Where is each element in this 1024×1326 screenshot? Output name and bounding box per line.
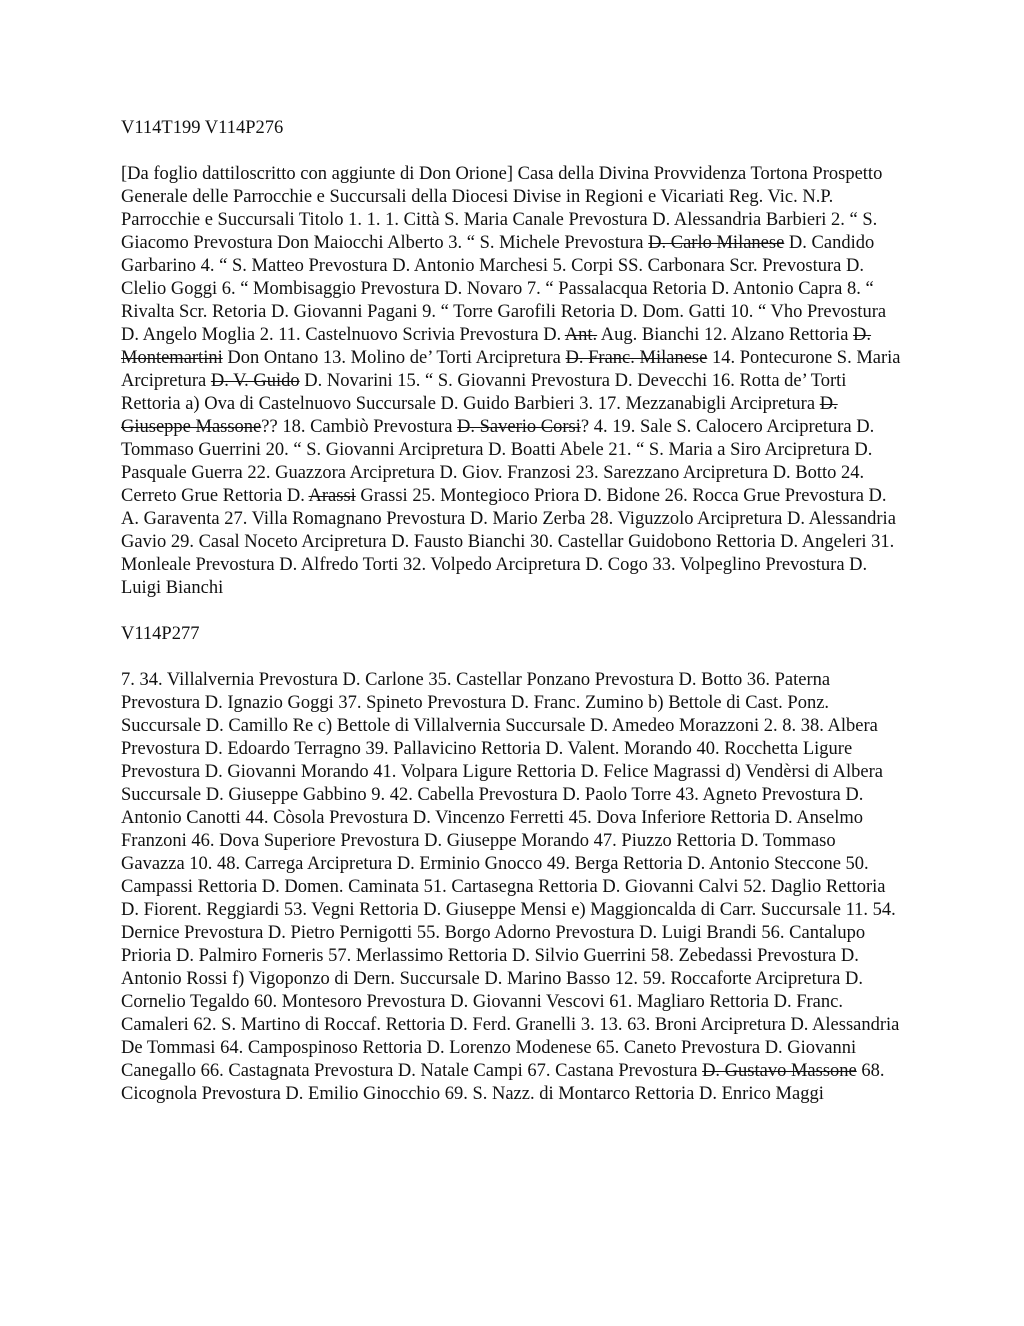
struck-text: D. Franc. Milanese	[565, 348, 708, 368]
text-segment: Aug. Bianchi 12. Alzano Rettoria	[597, 325, 854, 345]
paragraph-1	[121, 163, 903, 600]
text-segment: Don Ontano 13. Molino de’ Torti Arcipretura	[222, 348, 566, 368]
struck-text: D. Giuseppe Massone	[121, 394, 838, 437]
header-reference-1: V114T199 V114P276	[121, 118, 284, 138]
struck-text: D. Gustavo Massone	[702, 1061, 857, 1081]
struck-text: D. Carlo Milanese	[648, 233, 785, 253]
struck-text: D. Montemartini	[121, 325, 872, 368]
struck-text: D. Saverio Corsi	[457, 417, 581, 437]
struck-text: Arassi	[308, 486, 356, 506]
text-segment: D. Novarini 15. “ S. Giovanni Prevostura D. Devecchi 16. Rotta de’ Torti Rettoria a) Ova di Castelnuovo Succursale D. Guido Barbieri 3. 17. Mezzanabigli Arcipretura	[121, 371, 847, 414]
text-segment: ?? 18. Cambiò Prevostura	[261, 417, 458, 437]
text-segment: 14. Pontecurone S. Maria Arcipretura	[121, 348, 901, 391]
struck-text: D. V. Guido	[210, 371, 300, 391]
paragraph-2	[121, 669, 903, 1106]
document-page	[121, 117, 903, 1129]
header-reference-2: V114P277	[121, 624, 200, 644]
struck-text: Ant.	[564, 325, 598, 345]
text-segment: [Da foglio dattiloscritto con aggiunte di Don Orione] Casa della Divina Provvidenza Tortona Prospetto Generale delle Parrocchie e Succursali della Diocesi Divise in Regioni e Vicariati Reg. Vic. N.P. Parrocchie e Succursali Titolo 1. 1. 1. Città S. Maria Canale Prevostura D. Alessandria Barbieri 2. “ S. Giacomo Prevostura Don Maiocchi Alberto 3. “ S. Michele Prevostura	[121, 164, 883, 253]
text-segment: 7. 34. Villalvernia Prevostura D. Carlone 35. Castellar Ponzano Prevostura D. Botto 36. Paterna Prevostura D. Ignazio Goggi 37. Spineto Prevostura D. Franc. Zumino b) Bettole di Cast. Ponz. Succursale D. Camillo Re c) Bettole di Villalvernia Succursale D. Amedeo Morazzoni 2. 8. 38. Albera Prevostura D. Edoardo Terragno 39. Pallavicino Rettoria D. Valent. Morando 40. Rocchetta Ligure Prevostura D. Giovanni Morando 41. Volpara Ligure Rettoria D. Felice Magrassi d) Vendèrsi di Albera Succursale D. Giuseppe Gabbino 9. 42. Cabella Prevostura D. Paolo Torre 43. Agneto Prevostura D. Antonio Canotti 44. Còsola Prevostura D. Vincenzo Ferretti 45. Dova Inferiore Rettoria D. Anselmo Franzoni 46. Dova Superiore Prevostura D. Giuseppe Morando 47. Piuzzo Rettoria D. Tommaso Gavazza 10. 48. Carrega Arcipretura D. Erminio Gnocco 49. Berga Rettoria D. Antonio Steccone 50. Campassi Rettoria D. Domen. Caminata 51. Cartasegna Rettoria D. Giovanni Calvi 52. Daglio Rettoria D. Fiorent. Reggiardi 53. Vegni Rettoria D. Giuseppe Mensi e) Maggioncalda di Carr. Succursale 11. 54. Dernice Prevostura D. Pietro Pernigotti 55. Borgo Adorno Prevostura D. Luigi Brandi 56. Cantalupo Prioria D. Palmiro Forneris 57. Merlassimo Rettoria D. Silvio Guerrini 58. Zebedassi Prevostura D. Antonio Rossi f) Vigoponzo di Dern. Succursale D. Marino Basso 12. 59. Roccaforte Arcipretura D. Cornelio Tegaldo 60. Montesoro Prevostura D. Giovanni Vescovi 61. Magliaro Rettoria D. Franc. Camaleri 62. S. Martino di Roccaf. Rettoria D. Ferd. Granelli 3. 13. 63. Broni Arcipretura D. Alessandria De Tommasi 64. Campospinoso Rettoria D. Lorenzo Modenese 65. Caneto Prevostura D. Giovanni Canegallo 66. Castagnata Prevostura D. Natale Campi 67. Castana Prevostura	[121, 670, 900, 1081]
text-segment: ? 4. 19. Sale S. Calocero Arcipretura D. Tommaso Guerrini 20. “ S. Giovanni Arcipretura D. Boatti Abele 21. “ S. Maria a Siro Arcipretura D. Pasquale Guerra 22. Guazzora Arcipretura D. Giov. Franzosi 23. Sarezzano Arcipretura D. Botto 24. Cerreto Grue Rettoria D.	[121, 417, 875, 506]
text-segment: Grassi 25. Montegioco Priora D. Bidone 26. Rocca Grue Prevostura D. A. Garaventa 27. Villa Romagnano Prevostura D. Mario Zerba 28. Viguzzolo Arcipretura D. Alessandria Gavio 29. Casal Noceto Arcipretura D. Fausto Bianchi 30. Castellar Guidobono Rettoria D. Angeleri 31. Monleale Prevostura D. Alfredo Torti 32. Volpedo Arcipretura D. Cogo 33. Volpeglino Prevostura D. Luigi Bianchi	[121, 486, 896, 598]
text-segment: D. Candido Garbarino 4. “ S. Matteo Prevostura D. Antonio Marchesi 5. Corpi SS. Carbonara Scr. Prevostura D. Clelio Goggi 6. “ Mombisaggio Prevostura D. Novaro 7. “ Passalacqua Retoria D. Antonio Capra 8. “ Rivalta Scr. Retoria D. Giovanni Pagani 9. “ Torre Garofili Retoria D. Dom. Gatti 10. “ Vho Prevostura D. Angelo Moglia 2. 11. Castelnuovo Scrivia Prevostura D.	[121, 233, 887, 345]
text-segment: 68. Cicognola Prevostura D. Emilio Ginocchio 69. S. Nazz. di Montarco Rettoria D. Enrico Maggi	[121, 1061, 885, 1104]
